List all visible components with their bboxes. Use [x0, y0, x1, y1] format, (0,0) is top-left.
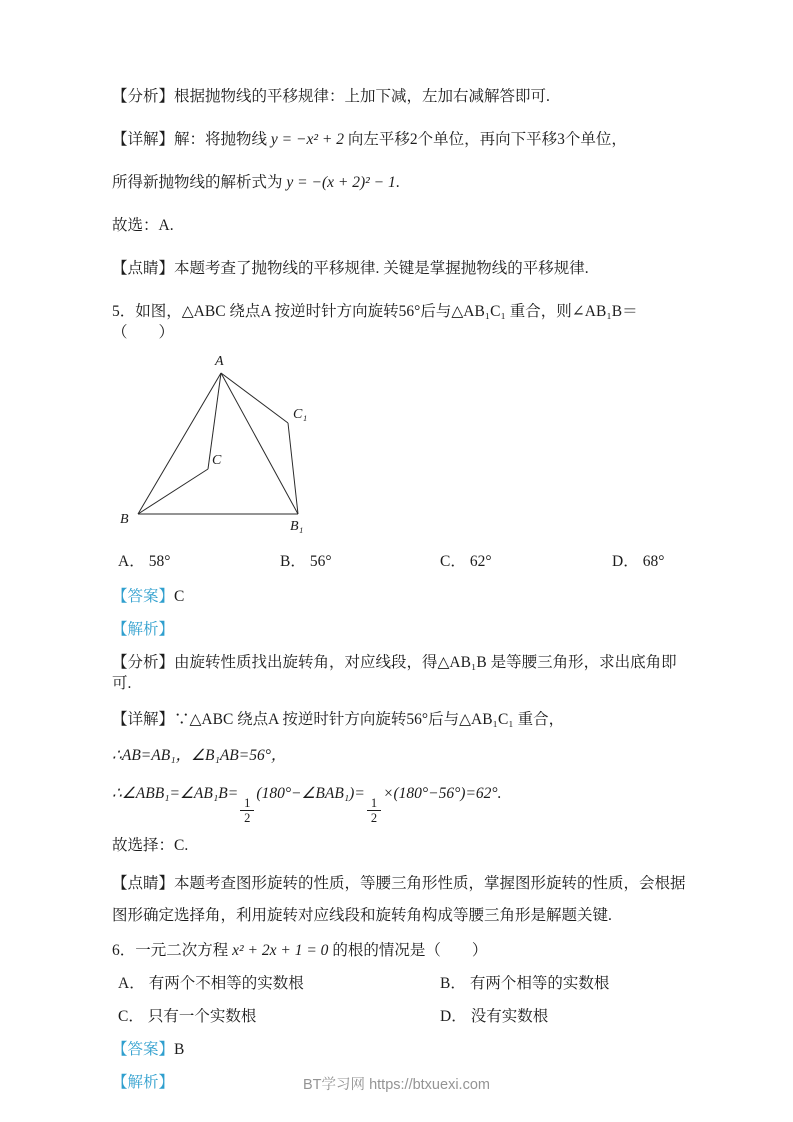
site-watermark	[0, 1073, 793, 1094]
option-text: 只有一个实数根	[147, 1008, 257, 1025]
detail-text-2: 向左平移2个单位，再向下平移3个单位，	[343, 131, 627, 148]
edge-AC1	[221, 373, 288, 423]
vertex-label-A: A	[215, 354, 224, 369]
option-text: 有两个不相等的实数根	[148, 975, 304, 992]
edge-AB	[138, 373, 221, 514]
q6-options-row2	[112, 1006, 688, 1027]
parabola-formula-translated: y = −(x + 2)² − 1	[286, 174, 396, 191]
option-text: 没有实数根	[470, 1008, 549, 1025]
note-label: 【点睛】	[112, 875, 175, 892]
analysis-header-label: 【解析】	[112, 621, 175, 638]
q4-analysis-line	[112, 86, 688, 107]
answer-value: B	[174, 1041, 185, 1058]
q5-option-D	[612, 551, 688, 572]
option-key: B．	[280, 553, 306, 570]
q6-option-B	[440, 973, 688, 994]
q4-conclusion	[112, 215, 688, 236]
watermark-text: BT学习网 https://btxuexi.com	[303, 1077, 490, 1093]
analysis-text: 根据抛物线的平移规律：上加下减，左加右减解答即可.	[174, 88, 550, 105]
conclusion-text: 故选择：C.	[112, 837, 189, 854]
conclusion-text: 故选：A.	[112, 217, 174, 234]
answer-label: 【答案】	[112, 1041, 175, 1058]
q5-options	[112, 551, 688, 572]
fraction-one-half	[240, 796, 254, 825]
q5-detail-line1	[112, 709, 688, 730]
edge-BC	[138, 469, 208, 514]
q5-option-A	[118, 551, 280, 572]
option-text: 68°	[642, 553, 665, 570]
vertex-label-C: C	[212, 453, 222, 468]
detail-label: 【详解】	[112, 131, 175, 148]
quadratic-equation-formula: x² + 2x + 1 = 0	[232, 942, 329, 959]
option-key: C．	[118, 1008, 144, 1025]
q5-stem-text: 5．如图，△ABC 绕点A 按逆时针方向旋转56°后与△AB₁C₁ 重合，则∠AB₁B＝（ ）	[112, 303, 638, 341]
q5-option-C	[440, 551, 612, 572]
detail-label: 【详解】	[112, 711, 175, 728]
option-key: B．	[440, 975, 466, 992]
fraction-numerator: 1	[370, 796, 378, 810]
q4-detail-line1	[112, 129, 688, 150]
option-text: 有两个相等的实数根	[469, 975, 610, 992]
q5-option-B	[280, 551, 440, 572]
detail-text: ∵△ABC 绕点A 按逆时针方向旋转56°后与△AB₁C₁ 重合，	[174, 711, 565, 728]
note-text: 本题考查图形旋转的性质，等腰三角形性质，掌握图形旋转的性质，会根据图形确定选择角，利用旋转对应线段和旋转角构成等腰三角形是解题关键.	[112, 875, 686, 924]
detail-text-1: 解：将抛物线	[174, 131, 271, 148]
q5-figure	[118, 351, 688, 539]
answer-value: C	[174, 588, 185, 605]
q4-note-line	[112, 258, 688, 279]
q4-detail-line2	[112, 172, 688, 193]
q6-options-row1	[112, 973, 688, 994]
analysis-header-label: 【解析】	[112, 1074, 175, 1091]
q5-detail-line3	[112, 778, 688, 825]
q6-stem-text-1: 6．一元二次方程	[112, 942, 233, 959]
option-key: A．	[118, 553, 145, 570]
q5-analysis-header	[112, 619, 688, 640]
note-text: 本题考查了抛物线的平移规律. 关键是掌握抛物线的平移规律.	[174, 260, 589, 277]
q5-note-line	[112, 868, 688, 932]
equation-ab-equal: ∴AB=AB₁，∠B₁AB=56°，	[112, 747, 287, 764]
analysis-label: 【分析】	[112, 88, 175, 105]
option-key: A．	[118, 975, 145, 992]
vertex-label-B1: B₁	[290, 519, 304, 534]
option-key: D．	[440, 1008, 467, 1025]
equation-part-2: (180°−∠BAB₁)=	[256, 785, 365, 802]
q6-option-A	[118, 973, 440, 994]
vertex-label-B: B	[120, 512, 129, 527]
analysis-text: 由旋转性质找出旋转角，对应线段，得△AB₁B 是等腰三角形，求出底角即可.	[112, 654, 677, 692]
fraction-denominator: 2	[367, 810, 381, 825]
q6-stem	[112, 940, 688, 961]
q5-conclusion	[112, 835, 688, 856]
option-text: 56°	[309, 553, 332, 570]
q5-detail-line2	[112, 745, 688, 766]
answer-label: 【答案】	[112, 588, 175, 605]
parabola-formula-original: y = −x² + 2	[270, 131, 344, 148]
analysis-label: 【分析】	[112, 654, 175, 671]
fraction-one-half	[367, 796, 381, 825]
q5-analysis-line	[112, 652, 688, 694]
q5-stem	[112, 301, 688, 343]
q6-stem-text-2: 的根的情况是（ ）	[328, 942, 488, 959]
fraction-denominator: 2	[240, 810, 254, 825]
note-label: 【点睛】	[112, 260, 175, 277]
option-text: 62°	[469, 553, 492, 570]
q5-answer-line	[112, 586, 688, 607]
vertex-label-C1: C₁	[293, 407, 308, 422]
rotation-triangle-figure	[118, 351, 328, 537]
equation-part-1: ∴∠ABB₁=∠AB₁B=	[112, 785, 239, 802]
equation-part-3: ×(180°−56°)=62°.	[383, 785, 502, 802]
edge-AB1	[221, 373, 298, 514]
fraction-numerator: 1	[244, 796, 251, 810]
q6-option-D	[440, 1006, 688, 1027]
q6-option-C	[118, 1006, 440, 1027]
detail-text-4: .	[395, 174, 400, 191]
option-key: C．	[440, 553, 466, 570]
option-text: 58°	[148, 553, 171, 570]
option-key: D．	[612, 553, 639, 570]
document-content	[112, 86, 688, 1105]
edge-C1B1	[288, 423, 298, 514]
q6-answer-line	[112, 1039, 688, 1060]
detail-text-3: 所得新抛物线的解析式为	[112, 174, 287, 191]
